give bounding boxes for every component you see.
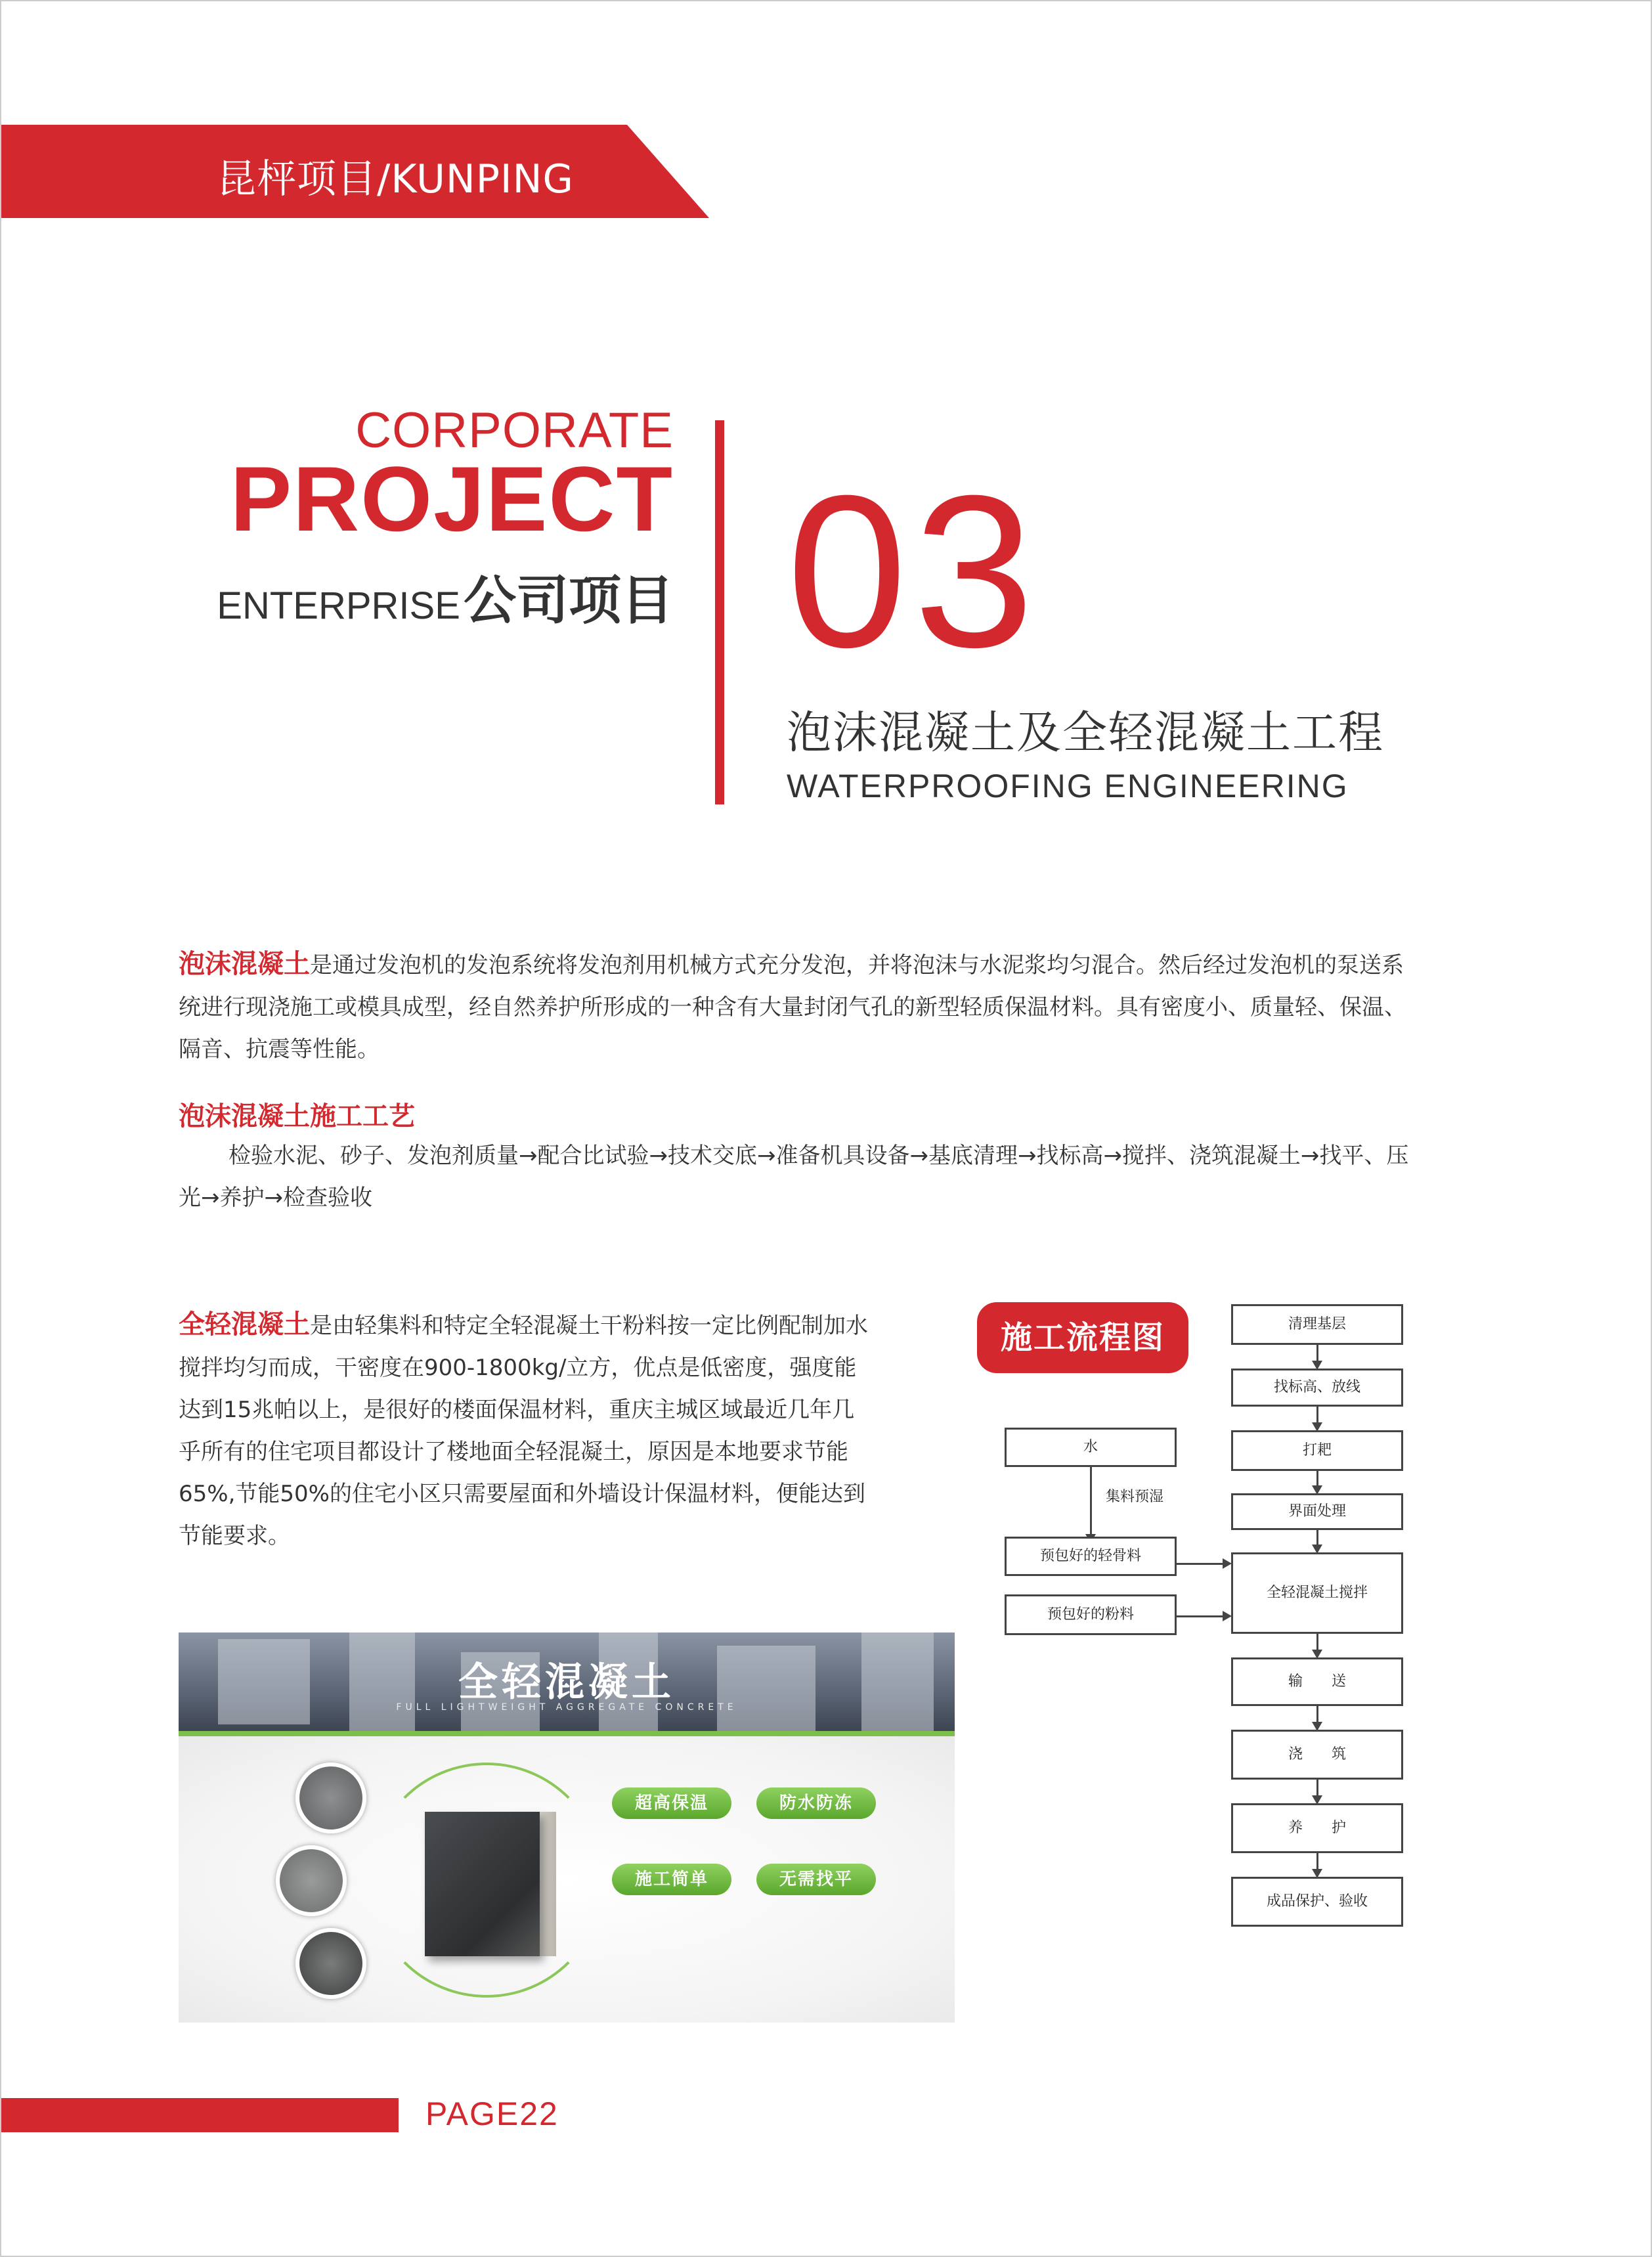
heading-corporate: CORPORATE [355,403,674,458]
product-image-body [179,1736,955,2023]
sample-circle-1 [295,1763,366,1833]
foam-process-body: 检验水泥、砂子、发泡剂质量→配合比试验→技术交底→准备机具设备→基底清理→找标高→搅拌、浇筑混凝土→找平、压光→养护→检查验收 [179,1143,1409,1211]
concrete-block [425,1812,540,1956]
section-number: 03 [787,450,1041,692]
flow-note-prewet: 集料预湿 [1106,1489,1164,1505]
flow-step-6: 输 送 [1231,1657,1403,1706]
flow-step-5: 全轻混凝土搅拌 [1231,1552,1403,1634]
flow-step-2: 找标高、放线 [1231,1369,1403,1407]
product-image-accent-line [179,1731,955,1736]
foam-term: 泡沫混凝土 [179,949,310,979]
flow-aggregate: 预包好的轻骨料 [1005,1537,1177,1576]
light-term: 全轻混凝土 [179,1309,310,1340]
flow-powder: 预包好的粉料 [1005,1594,1177,1635]
section-title-en: WATERPROOFING ENGINEERING [787,768,1349,804]
badge-4: 无需找平 [756,1864,876,1895]
flow-step-1: 清理基层 [1231,1304,1403,1345]
flow-step-7: 浇 筑 [1231,1730,1403,1780]
heading-project: PROJECT [230,447,674,550]
flowchart-title: 施工流程图 [977,1302,1188,1373]
light-body: 是由轻集料和特定全轻混凝土干粉料按一定比例配制加水搅拌均匀而成，干密度在900-1800kg/立方，优点是低密度，强度能达到15兆帕以上，是很好的楼面保温材料，重庆主城区域最近几年几乎所有的住宅项目都设计了楼地面全轻混凝土，原因是本地要求节能65%,节能50%的住宅小区只需要屋面和外墙设计保温材料，便能达到节能要求。 [179,1313,868,1549]
light-paragraph [179,1304,875,1557]
foam-process-title: 泡沫混凝土施工工艺 [179,1101,415,1131]
flow-water: 水 [1005,1428,1177,1467]
footer-bar [0,2098,399,2132]
product-image-subtitle: FULL LIGHTWEIGHT AGGREGATE CONCRETE [396,1702,737,1713]
heading-cn: 公司项目 [464,570,674,631]
heading-divider [715,420,724,804]
flow-step-4: 界面处理 [1231,1493,1403,1530]
heading-enterprise-line [217,558,674,634]
badge-1: 超高保温 [612,1787,731,1819]
heading-enterprise: ENTERPRISE [217,584,460,627]
foam-paragraph [179,943,1413,1070]
foam-body: 是通过发泡机的发泡系统将发泡剂用机械方式充分发泡，并将泡沫与水泥浆均匀混合。然后经过发泡机的泵送系统进行现浇施工或模具成型，经自然养护所形成的一种含有大量封闭气孔的新型轻质保温材料。具有密度小、质量轻、保温、隔音、抗震等性能。 [179,952,1406,1063]
section-title-cn: 泡沫混凝土及全轻混凝土工程 [787,707,1385,759]
badge-2: 防水防冻 [756,1787,876,1819]
page-number: PAGE22 [425,2095,559,2132]
product-image-title: 全轻混凝土 [458,1659,675,1705]
flow-step-9: 成品保护、验收 [1231,1877,1403,1927]
banner-title: 昆枰项目/KUNPING [217,156,575,202]
sample-circle-2 [276,1845,347,1916]
badge-3: 施工简单 [612,1864,731,1895]
sample-circle-3 [295,1928,366,1999]
product-image [179,1632,955,2023]
flow-step-3: 打耙 [1231,1430,1403,1471]
flow-step-8: 养 护 [1231,1803,1403,1853]
